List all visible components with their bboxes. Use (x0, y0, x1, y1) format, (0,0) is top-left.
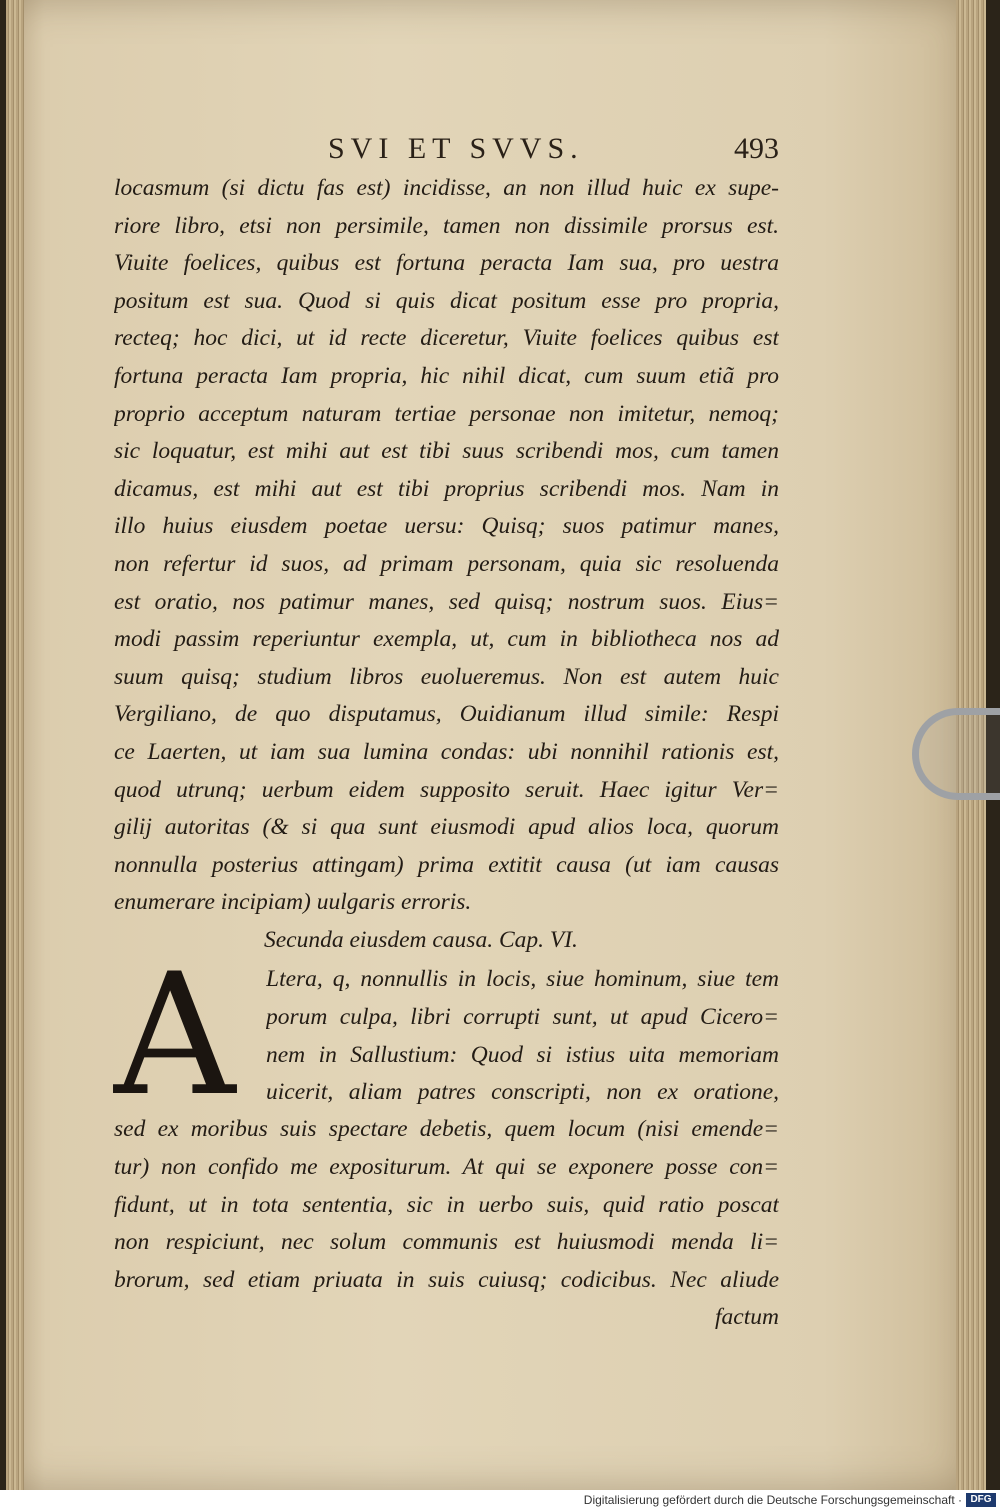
text-line: est oratio, nos patimur manes, sed quisq; nostrum suos. Eius= (114, 588, 779, 615)
page-clip (912, 708, 1000, 800)
page-number: 493 (734, 132, 779, 165)
running-title: SVI ET SVVS. (328, 132, 584, 165)
text-line: suum quisq; studium libros euolueremus. Non est autem huic (114, 663, 779, 690)
book-page (6, 0, 968, 1490)
paragraph-initial-lines (266, 961, 779, 1111)
page-gutter (6, 0, 24, 1490)
text-line: brorum, sed etiam priuata in suis cuiusq; codicibus. Nec aliude (114, 1266, 779, 1293)
text-line: recteq; hoc dici, ut id recte diceretur, Viuite foelices quibus est (114, 325, 779, 352)
funding-credit: Digitalisierung gefördert durch die Deutsche Forschungsgemeinschaft · (583, 1493, 962, 1507)
text-line: enumerare incipiam) uulgaris erroris. (114, 889, 472, 916)
text-line: uicerit, aliam patres conscripti, non ex oratione, (266, 1079, 779, 1106)
text-line: porum culpa, libri corrupti sunt, ut apud Cicero= (266, 1004, 779, 1031)
chapter-heading: Secunda eiusdem causa. Cap. VI. (264, 926, 578, 953)
text-line: Viuite foelices, quibus est fortuna peracta Iam sua, pro uestra (114, 250, 779, 277)
text-line: Vergiliano, de quo disputamus, Ouidianum illud simile: Respi (114, 701, 779, 728)
catchword: factum (715, 1304, 779, 1331)
running-head (6, 132, 968, 172)
text-line: proprio acceptum naturam tertiae personae non imitetur, nemoq; (114, 400, 779, 427)
dfg-logo-icon: DFG (966, 1493, 996, 1507)
paragraph-previous-chapter (114, 170, 779, 922)
text-line: non refertur id suos, ad primam personam, quia sic resoluenda (114, 550, 779, 577)
text-line: positum est sua. Quod si quis dicat positum esse pro propria, (114, 287, 779, 314)
text-line: ce Laerten, ut iam sua lumina condas: ubi nonnihil rationis est, (114, 738, 779, 765)
footer-bar (0, 1490, 1000, 1511)
text-line: illo huius eiusdem poetae uersu: Quisq; suos patimur manes, (114, 513, 779, 540)
text-line: non respiciunt, nec solum communis est huiusmodi menda li= (114, 1229, 779, 1256)
drop-cap-initial: A (114, 937, 236, 1134)
text-line: Ltera, q, nonnullis in locis, siue hominum, siue tem (266, 966, 779, 993)
text-line: nonnulla posterius attingam) prima extitit causa (ut iam causas (114, 851, 779, 878)
text-line: sed ex moribus suis spectare debetis, quem locum (nisi emende= (114, 1116, 779, 1143)
text-line: fortuna peracta Iam propria, hic nihil dicat, cum suum etiã pro (114, 362, 779, 389)
text-line: riore libro, etsi non persimile, tamen non dissimile prorsus est. (114, 212, 779, 239)
text-line: locasmum (si dictu fas est) incidisse, an non illud huic ex supe- (114, 175, 779, 201)
text-line: quod utrunq; uerbum eidem supposito seruit. Haec igitur Ver= (114, 776, 779, 803)
paragraph-closing-lines (114, 1111, 779, 1299)
text-line: modi passim reperiuntur exempla, ut, cum in bibliotheca nos ad (114, 626, 779, 653)
text-line: tur) non confido me expositurum. At qui se exponere posse con= (114, 1154, 779, 1181)
text-line: sic loquatur, est mihi aut est tibi suus scribendi mos, cum tamen (114, 438, 779, 465)
text-line: nem in Sallustium: Quod si istius uita memoriam (266, 1041, 779, 1068)
text-line: fidunt, ut in tota sententia, sic in uerbo suis, quid ratio poscat (114, 1191, 779, 1218)
body-text (114, 170, 779, 1337)
text-line: gilij autoritas (& si qua sunt eiusmodi apud alios loca, quorum (114, 814, 779, 841)
text-line: dicamus, est mihi aut est tibi proprius scribendi mos. Nam in (114, 475, 779, 502)
